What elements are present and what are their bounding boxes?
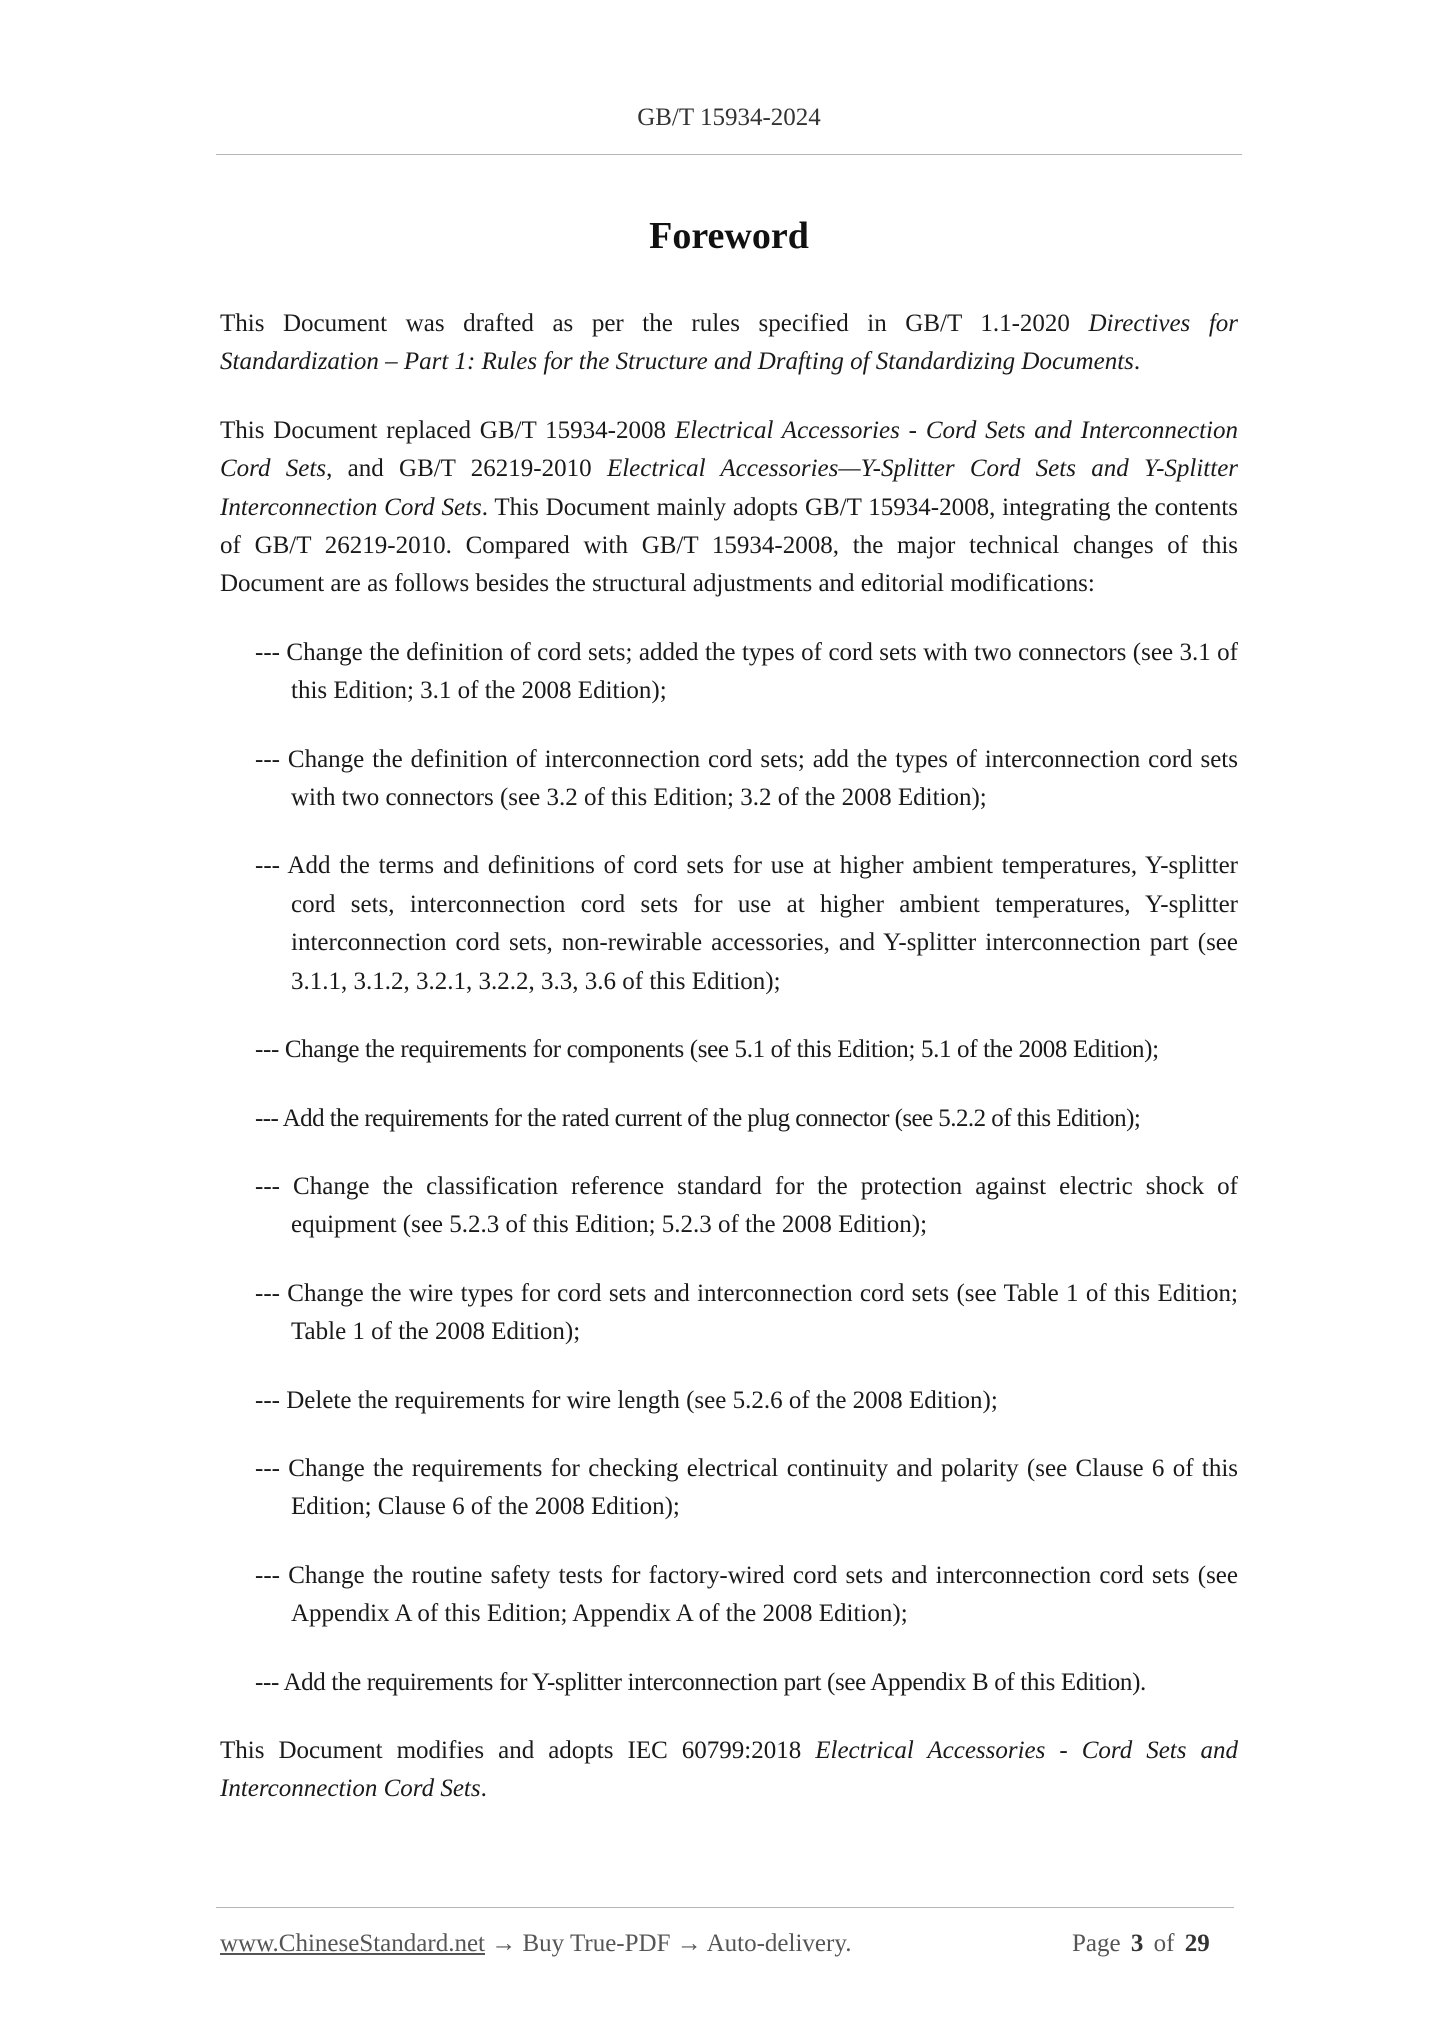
page-title: Foreword: [649, 215, 809, 257]
text: .: [480, 1775, 487, 1803]
italic-title: Electrical Accessories - Cord Sets and Interconnection Cord Sets: [220, 416, 1239, 483]
document-id-header: GB/T 15934-2024: [637, 104, 821, 131]
total-pages: 29: [1184, 1930, 1210, 1957]
list-item: --- Change the definition of cord sets; added the types of cord sets with two connectors (see 3.1 of this Edition; 3.1 of the 2008 Edition);: [255, 638, 1238, 705]
website-link[interactable]: www.ChineseStandard.net: [220, 1930, 485, 1957]
paragraph-drafting-rules: [220, 305, 1238, 382]
italic-title: Directives for Standardization – Part 1: Rules for the Structure and Drafting of Standardizing Documents: [220, 310, 1238, 376]
page-label: Page: [1072, 1930, 1121, 1957]
list-item: --- Change the requirements for components (see 5.1 of this Edition; 5.1 of the 2008 Edition);: [255, 1036, 1159, 1064]
buy-true-pdf-text: Buy True-PDF: [522, 1930, 671, 1957]
text: This Document modifies and adopts IEC 60799:2018: [220, 1736, 816, 1764]
text: . This Document mainly adopts GB/T 15934-2008, integrating the contents of GB/T 26219-2010. Compared with GB/T 15934-2008, the major technical changes of this Document are as follows besides the structural adjustments and editorial modifications:: [220, 493, 1238, 598]
auto-delivery-text: Auto-delivery.: [706, 1930, 852, 1957]
list-item: --- Change the classification reference standard for the protection against electric shock of equipment (see 5.2.3 of this Edition; 5.2.3 of the 2008 Edition);: [255, 1172, 1238, 1239]
foreword-body: [220, 305, 1238, 1809]
paragraph-replaced-standards: [220, 412, 1238, 604]
footer-promo: [220, 1930, 851, 1958]
italic-title: Electrical Accessories - Cord Sets and Interconnection Cord Sets: [220, 1736, 1238, 1803]
list-item: --- Delete the requirements for wire length (see 5.2.6 of the 2008 Edition);: [255, 1386, 998, 1414]
text: .: [1133, 348, 1141, 376]
list-item: --- Change the routine safety tests for factory-wired cord sets and interconnection cord sets (see Appendix A of this Edition; Appendix A of the 2008 Edition);: [255, 1561, 1238, 1628]
list-item: --- Add the requirements for Y-splitter interconnection part (see Appendix B of this Edition).: [255, 1668, 1146, 1696]
arrow-right-icon: →: [676, 1930, 702, 1957]
paragraph-iec-adoption: [220, 1732, 1238, 1809]
of-label: of: [1153, 1930, 1175, 1957]
text: , and GB/T 26219-2010: [326, 455, 607, 483]
arrow-right-icon: →: [491, 1930, 517, 1957]
italic-title: Electrical Accessories—Y-Splitter Cord Sets and Y-Splitter Interconnection Cord Sets: [220, 455, 1239, 521]
current-page: 3: [1130, 1930, 1144, 1957]
header-divider: [216, 154, 1242, 155]
footer-divider: [216, 1907, 1234, 1908]
list-item: --- Add the terms and definitions of cord sets for use at higher ambient temperatures, Y-splitter cord sets, interconnection cord sets for use at higher ambient temperatures, Y-splitter interconnection cord sets, non-rewirable accessories, and Y-splitter interconnection part (see 3.1.1, 3.1.2, 3.2.1, 3.2.2, 3.3, 3.6 of this Edition);: [255, 852, 1238, 995]
text: This Document was drafted as per the rules specified in GB/T 1.1-2020: [220, 310, 1089, 337]
list-item: --- Change the definition of interconnection cord sets; add the types of interconnection cord sets with two connectors (see 3.2 of this Edition; 3.2 of the 2008 Edition);: [255, 745, 1238, 812]
page-number: [1072, 1930, 1214, 1958]
text: This Document replaced GB/T 15934-2008: [220, 416, 675, 444]
list-item: --- Change the wire types for cord sets and interconnection cord sets (see Table 1 of this Edition; Table 1 of the 2008 Edition);: [255, 1279, 1238, 1346]
list-item: --- Change the requirements for checking electrical continuity and polarity (see Clause 6 of this Edition; Clause 6 of the 2008 Edition);: [255, 1454, 1238, 1521]
list-item: --- Add the requirements for the rated current of the plug connector (see 5.2.2 of this Edition);: [255, 1104, 1141, 1132]
